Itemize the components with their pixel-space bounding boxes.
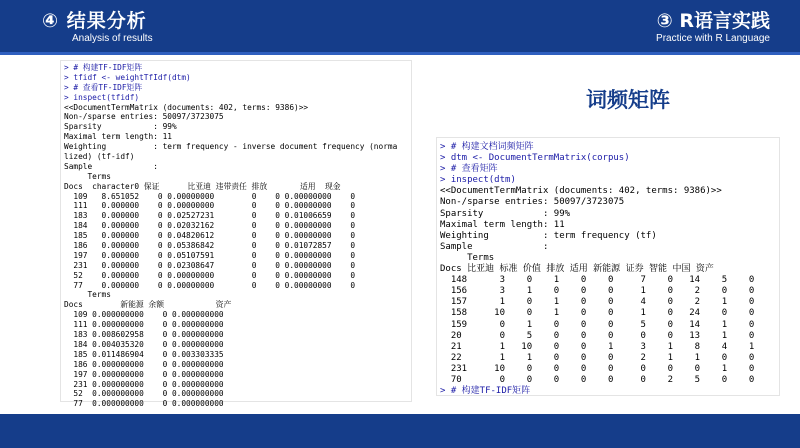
- console-line: 22 1 1 0 0 0 2 1 1 0 0: [440, 352, 755, 363]
- console-line: Terms: [440, 252, 495, 263]
- section-title-right: ③ R语言实践: [656, 10, 770, 32]
- console-line: Sample :: [64, 161, 158, 171]
- console-line: 159 0 1 0 0 0 5 0 14 1 0: [440, 319, 755, 330]
- console-line: Non-/sparse entries: 50097/3723075: [440, 197, 625, 208]
- console-line: 109 8.651052 0 0.00000000 0 0 0.00000000 0: [64, 191, 356, 201]
- console-line: 231 0.000000 0 0.02308647 0 0 0.00000000 0: [64, 260, 356, 270]
- console-line: 183 0.008602958 0 0.000000000: [64, 330, 224, 340]
- console-line: > # 构建TF-IDF矩阵: [64, 63, 143, 72]
- dtm-console-screenshot: [436, 137, 780, 396]
- console-line: > # 查看矩阵: [440, 164, 498, 175]
- console-line: Maximal term length: 11: [440, 219, 565, 230]
- console-line: 184 0.004035320 0 0.000000000: [64, 339, 224, 349]
- console-line: Sparsity : 99%: [64, 122, 177, 132]
- console-line: 197 0.000000 0 0.05107591 0 0 0.00000000 0: [64, 250, 356, 260]
- console-line: > dtm <- DocumentTermMatrix(corpus): [440, 153, 630, 164]
- console-line: Docs character0 保证 比亚迪 违带责任 排放 适用 现金: [64, 181, 341, 191]
- console-line: Weighting : term frequency (tf): [440, 230, 657, 241]
- dtm-console-lines: [440, 142, 755, 397]
- console-line: Docs 新能源 余额 资产: [64, 300, 232, 310]
- console-line: <<DocumentTermMatrix (documents: 402, terms: 9386)>>: [440, 186, 722, 197]
- console-line: 197 0.000000000 0 0.000000000: [64, 369, 224, 379]
- console-line: 52 0.000000 0 0.00000000 0 0 0.00000000 0: [64, 270, 356, 280]
- console-line: 157 1 0 1 0 0 4 0 2 1 0: [440, 297, 755, 308]
- console-line: <<DocumentTermMatrix (documents: 402, terms: 9386)>>: [64, 102, 309, 112]
- console-line: 158 10 0 1 0 0 1 0 24 0 0: [440, 308, 755, 319]
- console-line: > inspect(tfidf): [64, 92, 140, 102]
- console-line: 186 0.000000000 0 0.000000000: [64, 359, 224, 369]
- section-subtitle-left: Analysis of results: [72, 33, 153, 44]
- console-line: 184 0.000000 0 0.02032162 0 0 0.00000000 0: [64, 221, 356, 231]
- console-line: 148 3 0 1 0 0 7 0 14 5 0: [440, 275, 755, 286]
- slide-title: 词频矩阵: [586, 87, 670, 112]
- console-line: > inspect(dtm): [440, 175, 516, 186]
- console-line: 70 0 0 0 0 0 0 2 5 0 0: [440, 374, 755, 385]
- console-line: 111 0.000000000 0 0.000000000: [64, 320, 224, 330]
- section-subtitle-right: Practice with R Language: [656, 33, 770, 44]
- console-line: Sample :: [440, 241, 549, 252]
- console-line: 20 0 5 0 0 0 0 0 13 1 0: [440, 330, 755, 341]
- console-line: 109 0.000000000 0 0.000000000: [64, 310, 224, 320]
- console-line: 52 0.000000000 0 0.000000000: [64, 389, 224, 399]
- console-line: Maximal term length: 11: [64, 132, 172, 142]
- console-line: 185 0.000000 0 0.04820612 0 0 0.00000000 0: [64, 231, 356, 241]
- console-line: > # 构建文档词频矩阵: [440, 142, 534, 152]
- console-line: 77 0.000000000 0 0.000000000: [64, 399, 224, 409]
- console-line: Terms: [64, 290, 111, 300]
- section-title-left: ④ 结果分析: [42, 10, 147, 32]
- console-line: Sparsity : 99%: [440, 208, 571, 219]
- console-line: Terms: [64, 171, 111, 181]
- console-line: > # 构建TF-IDF矩阵: [440, 386, 531, 397]
- header-divider: [0, 52, 800, 55]
- console-line: 183 0.000000 0 0.02527231 0 0 0.01006659 0: [64, 211, 356, 221]
- console-line: 231 0.000000000 0 0.000000000: [64, 379, 224, 389]
- console-line: 156 3 1 0 0 0 1 0 2 0 0: [440, 286, 755, 297]
- console-line: 111 0.000000 0 0.00000000 0 0 0.00000000 0: [64, 201, 356, 211]
- console-line: 186 0.000000 0 0.05386842 0 0 0.01072857 0: [64, 241, 356, 251]
- console-line: Non-/sparse entries: 50097/3723075: [64, 112, 224, 122]
- header-bar: [0, 0, 800, 52]
- console-line: 185 0.011486904 0 0.003303335: [64, 349, 224, 359]
- console-line: > # 查看TF-IDF矩阵: [64, 82, 143, 92]
- console-line: Docs 比亚迪 标准 价值 排放 适用 新能源 证券 智能 中国 资产: [440, 264, 714, 275]
- console-line: 231 10 0 0 0 0 0 0 0 1 0: [440, 363, 755, 374]
- console-line: lized) (tf-idf): [64, 152, 135, 162]
- console-line: Weighting : term frequency - inverse document frequency (norma: [64, 142, 398, 152]
- tfidf-console-screenshot: [60, 60, 412, 409]
- console-line: > tfidf <- weightTfIdf(dtm): [64, 72, 191, 82]
- console-line: 21 1 10 0 0 1 3 1 8 4 1: [440, 341, 755, 352]
- tfidf-console-lines: [64, 63, 397, 409]
- console-line: 77 0.000000 0 0.00000000 0 0 0.00000000 0: [64, 280, 356, 290]
- footer-bar: [0, 414, 800, 448]
